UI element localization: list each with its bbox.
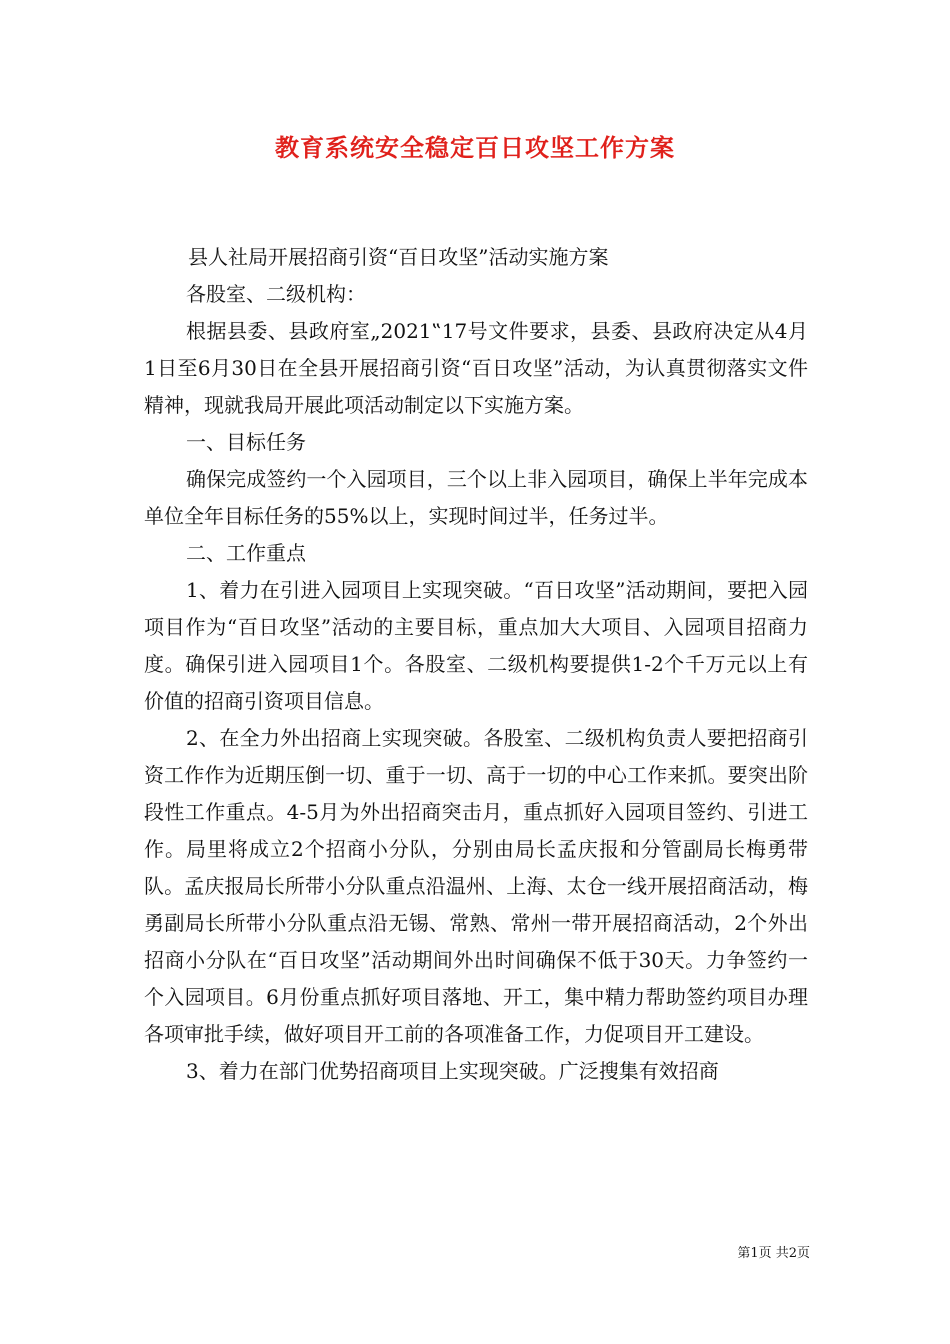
document-title: 教育系统安全稳定百日攻坚工作方案 (275, 133, 675, 162)
page-number-footer: 第1页 共2页 (737, 1246, 810, 1261)
focus-item-3: 3、着力在部门优势招商项目上实现突破。广泛搜集有效招商 (186, 1059, 719, 1083)
salutation: 各股室、二级机构： (186, 282, 366, 306)
section-heading-goals: 一、目标任务 (186, 430, 306, 454)
document-subtitle: 县人社局开展招商引资“百日攻坚”活动实施方案 (188, 245, 609, 269)
focus-item-1: 1、着力在引进入园项目上实现突破。“百日攻坚”活动期间，要把入园项目作为“百日攻坚”活动的主要目标，重点加大大项目、入园项目招商力度。确保引进入园项目1个。各股室、二级机构要提供1-2个千万元以上有价值的招商引资项目信息。 (144, 578, 808, 713)
document-body (144, 239, 808, 1090)
focus-item-2: 2、在全力外出招商上实现突破。各股室、二级机构负责人要把招商引资工作作为近期压倒一切、重于一切、高于一切的中心工作来抓。要突出阶段性工作重点。4-5月为外出招商突击月，重点抓好入园项目签约、引进工作。局里将成立2个招商小分队，分别由局长孟庆报和分管副局长梅勇带队。孟庆报局长所带小分队重点沿温州、上海、太仓一线开展招商活动，梅勇副局长所带小分队重点沿无锡、常熟、常州一带开展招商活动，2个外出招商小分队在“百日攻坚”活动期间外出时间确保不低于30天。力争签约一个入园项目。6月份重点抓好项目落地、开工，集中精力帮助签约项目办理各项审批手续，做好项目开工前的各项准备工作，力促项目开工建设。 (144, 726, 808, 1046)
intro-paragraph: 根据县委、县政府室„2021‟17号文件要求，县委、县政府决定从4月1日至6月30日在全县开展招商引资“百日攻坚”活动，为认真贯彻落实文件精神，现就我局开展此项活动制定以下实施方案。 (144, 319, 808, 417)
section-heading-focus: 二、工作重点 (186, 541, 306, 565)
goals-paragraph: 确保完成签约一个入园项目，三个以上非入园项目，确保上半年完成本单位全年目标任务的55%以上，实现时间过半，任务过半。 (144, 467, 808, 528)
